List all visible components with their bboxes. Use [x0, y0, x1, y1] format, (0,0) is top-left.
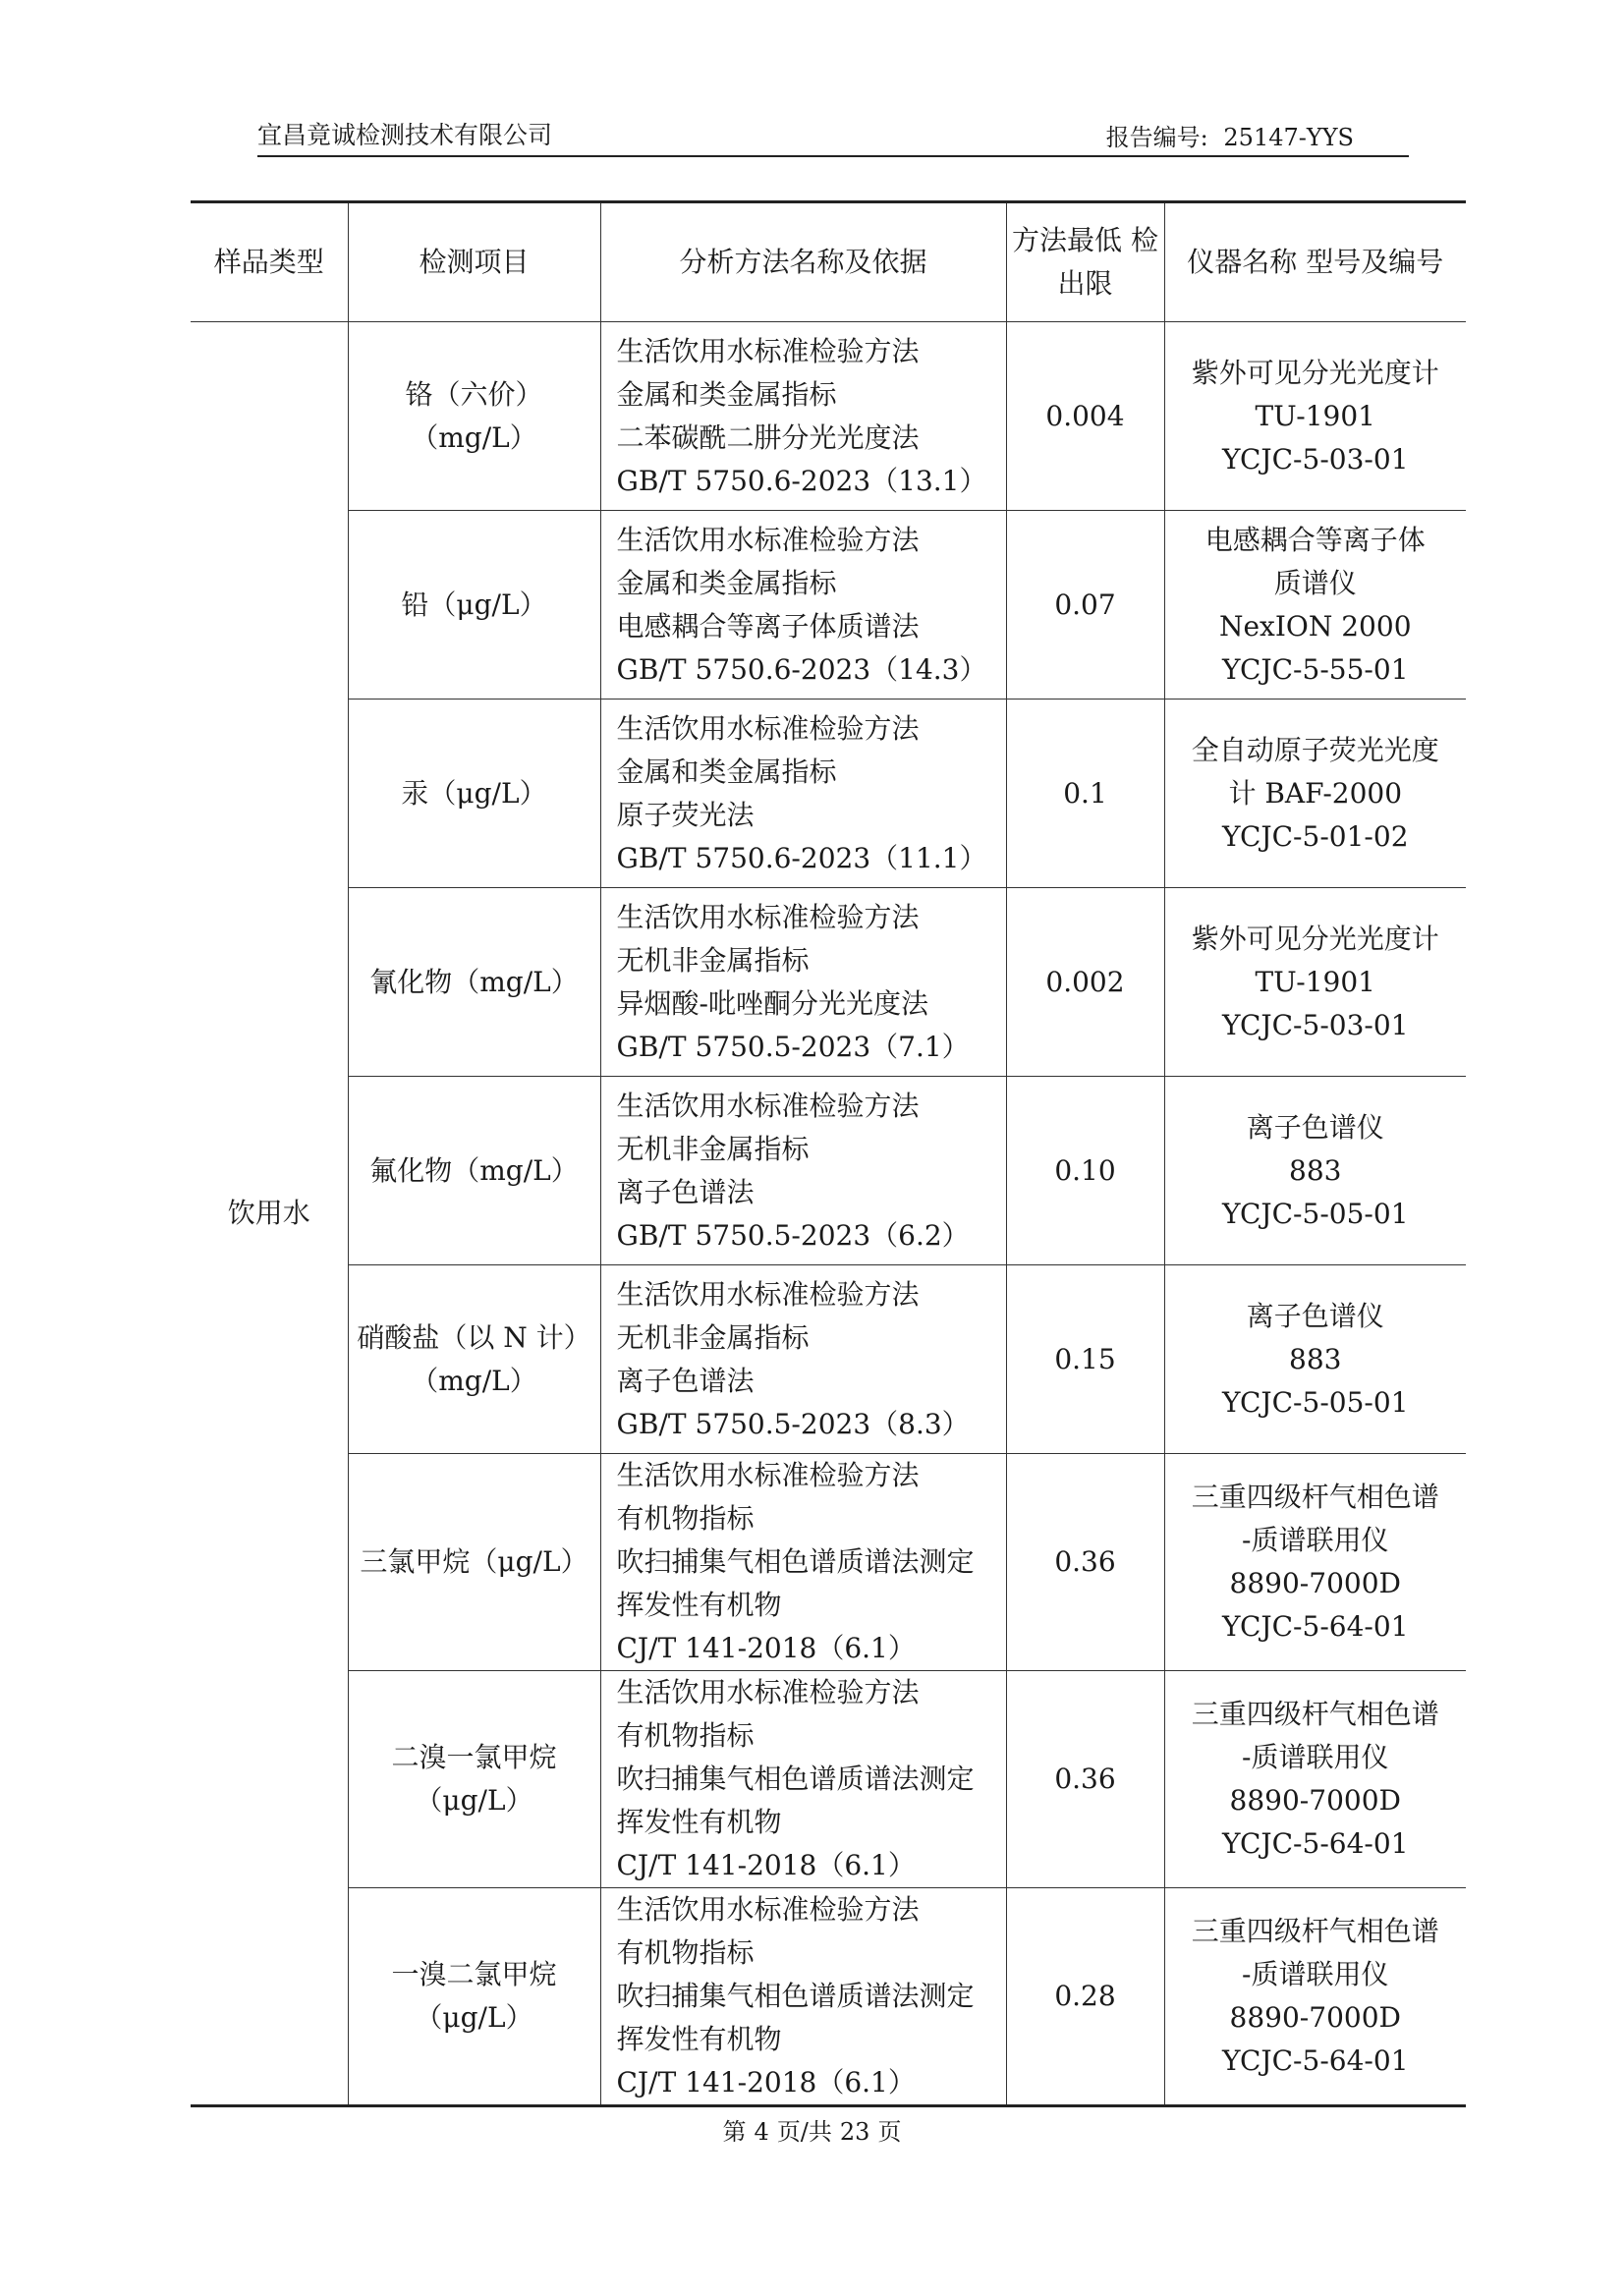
method-cell-line: CJ/T 141-2018（6.1）: [616, 1632, 916, 1664]
method-cell-line: 挥发性有机物: [616, 1589, 782, 1621]
page-middle: 页/共: [776, 2118, 832, 2146]
instrument-cell-line: YCJC-5-03-01: [1221, 442, 1409, 476]
method-cell-line: 生活饮用水标准检验方法: [616, 523, 920, 556]
method-cell-line: 吹扫捕集气相色谱质谱法测定: [616, 1980, 975, 2012]
instrument-cell-line: -质谱联用仪: [1242, 1958, 1389, 1990]
instrument-cell-line: YCJC-5-64-01: [1221, 1610, 1409, 1643]
instrument-cell-line: YCJC-5-05-01: [1221, 1197, 1409, 1230]
test-method-table: [191, 200, 1466, 2107]
test-item-cell-line: 氰化物（mg/L）: [369, 965, 579, 998]
header-test-item: 检测项目: [348, 202, 600, 322]
method-cell-line: 离子色谱法: [616, 1175, 755, 1208]
instrument-cell: [1164, 1077, 1466, 1265]
instrument-cell-line: 883: [1289, 1153, 1342, 1187]
instrument-cell-line: 质谱仪: [1273, 566, 1357, 599]
method-cell-line: 生活饮用水标准检验方法: [616, 1459, 920, 1491]
instrument-cell-line: 电感耦合等离子体: [1204, 523, 1426, 556]
instrument-cell: [1164, 322, 1466, 511]
test-item-cell: [348, 700, 600, 888]
test-item-cell-line: 二溴一氯甲烷: [391, 1741, 557, 1773]
detection-limit-cell: 0.28: [1006, 1888, 1164, 2106]
table-row: [191, 700, 1466, 888]
method-cell-line: 无机非金属指标: [616, 1132, 810, 1165]
method-cell-line: GB/T 5750.6-2023（14.3）: [616, 652, 987, 686]
instrument-cell-line: 883: [1289, 1342, 1342, 1375]
test-item-cell-line: （mg/L）: [411, 1364, 537, 1397]
test-item-cell: [348, 1888, 600, 2106]
page-current: 4: [754, 2118, 769, 2146]
instrument-cell-line: YCJC-5-64-01: [1221, 1827, 1409, 1860]
instrument-cell-line: YCJC-5-03-01: [1221, 1008, 1409, 1041]
method-cell-line: 无机非金属指标: [616, 1320, 810, 1354]
page-header: [257, 116, 1409, 157]
method-cell-line: 生活饮用水标准检验方法: [616, 1893, 920, 1926]
detection-limit-cell: 0.36: [1006, 1454, 1164, 1671]
detection-limit-cell: 0.36: [1006, 1671, 1164, 1888]
test-item-cell-line: 铅（μg/L）: [401, 588, 547, 621]
instrument-cell: [1164, 1671, 1466, 1888]
page-prefix: 第: [722, 2118, 747, 2146]
detection-limit-cell: 0.004: [1006, 322, 1164, 511]
method-cell-line: 生活饮用水标准检验方法: [616, 1676, 920, 1708]
instrument-cell-line: 计 BAF-2000: [1228, 776, 1403, 810]
method-cell-line: 原子荧光法: [616, 798, 755, 831]
method-cell-line: 金属和类金属指标: [616, 566, 837, 599]
page-suffix: 页: [877, 2118, 902, 2146]
method-cell-line: 生活饮用水标准检验方法: [616, 1277, 920, 1311]
method-cell-line: 金属和类金属指标: [616, 377, 837, 411]
page-total: 23: [839, 2118, 870, 2146]
method-cell-line: 吹扫捕集气相色谱质谱法测定: [616, 1763, 975, 1795]
instrument-cell-line: NexION 2000: [1218, 609, 1412, 643]
detection-limit-cell: 0.002: [1006, 888, 1164, 1077]
method-cell-line: 有机物指标: [616, 1936, 755, 1969]
instrument-cell: [1164, 511, 1466, 700]
test-item-cell-line: （μg/L）: [415, 2001, 533, 2034]
test-item-cell: [348, 1265, 600, 1454]
table-row: [191, 888, 1466, 1077]
instrument-cell-line: -质谱联用仪: [1242, 1524, 1389, 1556]
method-cell-line: 金属和类金属指标: [616, 755, 837, 788]
method-cell: [600, 1265, 1006, 1454]
test-item-cell-line: 三氯甲烷（μg/L）: [360, 1545, 588, 1578]
detection-limit-cell: 0.15: [1006, 1265, 1164, 1454]
instrument-cell: [1164, 1265, 1466, 1454]
instrument-cell-line: -质谱联用仪: [1242, 1741, 1389, 1773]
instrument-cell: [1164, 1888, 1466, 2106]
instrument-cell-line: 紫外可见分光光度计: [1191, 922, 1439, 955]
instrument-cell-line: YCJC-5-01-02: [1221, 819, 1409, 853]
method-cell: [600, 511, 1006, 700]
header-instrument: 仪器名称 型号及编号: [1164, 202, 1466, 322]
instrument-cell-line: 离子色谱仪: [1246, 1110, 1384, 1144]
method-cell-line: 异烟酸-吡唑酮分光光度法: [616, 986, 928, 1020]
method-cell-line: 二苯碳酰二肼分光光度法: [616, 420, 920, 454]
test-item-cell: [348, 1671, 600, 1888]
method-cell-line: 生活饮用水标准检验方法: [616, 711, 920, 745]
table-header-row: [191, 202, 1466, 322]
instrument-cell-line: 三重四级杆气相色谱: [1191, 1481, 1439, 1513]
instrument-cell-line: 8890-7000D: [1229, 2001, 1401, 2034]
table-row: [191, 322, 1466, 511]
method-cell-line: 有机物指标: [616, 1719, 755, 1752]
instrument-cell-line: YCJC-5-64-01: [1221, 2044, 1409, 2077]
sample-type-cell: 饮用水: [191, 322, 348, 2106]
test-item-cell-line: 汞（μg/L）: [401, 776, 547, 810]
instrument-cell: [1164, 888, 1466, 1077]
method-cell-line: 生活饮用水标准检验方法: [616, 334, 920, 367]
header-sample-type: 样品类型: [191, 202, 348, 322]
instrument-cell-line: 离子色谱仪: [1246, 1299, 1384, 1332]
test-item-cell-line: 氟化物（mg/L）: [369, 1153, 579, 1187]
method-cell-line: GB/T 5750.5-2023（7.1）: [616, 1030, 970, 1063]
instrument-cell: [1164, 700, 1466, 888]
page-footer: [0, 2112, 1624, 2147]
test-item-cell: [348, 888, 600, 1077]
method-cell-line: 离子色谱法: [616, 1364, 755, 1397]
method-cell-line: 挥发性有机物: [616, 2023, 782, 2055]
test-item-cell-line: 铬（六价）: [405, 377, 543, 411]
method-cell: [600, 700, 1006, 888]
instrument-cell-line: TU-1901: [1255, 399, 1375, 432]
header-method: 分析方法名称及依据: [600, 202, 1006, 322]
test-item-cell: [348, 511, 600, 700]
table-row: [191, 1671, 1466, 1888]
method-cell: [600, 322, 1006, 511]
method-cell-line: CJ/T 141-2018（6.1）: [616, 1849, 916, 1881]
test-item-cell-line: 一溴二氯甲烷: [391, 1958, 557, 1990]
table-row: [191, 1077, 1466, 1265]
instrument-cell-line: 三重四级杆气相色谱: [1191, 1698, 1439, 1730]
test-item-cell-line: 硝酸盐（以 N 计）: [357, 1320, 591, 1354]
method-cell-line: GB/T 5750.6-2023（13.1）: [616, 464, 987, 497]
table-row: [191, 511, 1466, 700]
table-row: [191, 1888, 1466, 2106]
method-cell-line: CJ/T 141-2018（6.1）: [616, 2066, 916, 2099]
detection-limit-cell: 0.07: [1006, 511, 1164, 700]
detection-limit-cell: 0.1: [1006, 700, 1164, 888]
method-cell: [600, 1671, 1006, 1888]
method-cell-line: 挥发性有机物: [616, 1806, 782, 1838]
header-detection-limit: 方法最低 检出限: [1006, 202, 1164, 322]
method-cell-line: 有机物指标: [616, 1502, 755, 1535]
method-cell-line: 电感耦合等离子体质谱法: [616, 609, 920, 643]
method-cell-line: GB/T 5750.5-2023（6.2）: [616, 1218, 970, 1252]
instrument-cell-line: TU-1901: [1255, 965, 1375, 998]
method-cell-line: 生活饮用水标准检验方法: [616, 1089, 920, 1122]
instrument-cell-line: 三重四级杆气相色谱: [1191, 1915, 1439, 1947]
method-cell-line: 生活饮用水标准检验方法: [616, 900, 920, 933]
detection-limit-cell: 0.10: [1006, 1077, 1164, 1265]
instrument-cell: [1164, 1454, 1466, 1671]
method-cell-line: GB/T 5750.6-2023（11.1）: [616, 841, 987, 874]
test-item-cell-line: （μg/L）: [415, 1784, 533, 1817]
instrument-cell-line: 8890-7000D: [1229, 1784, 1401, 1817]
instrument-cell-line: YCJC-5-55-01: [1221, 652, 1409, 686]
table-row: [191, 1454, 1466, 1671]
company-name: 宜昌竟诚检测技术有限公司: [257, 121, 553, 149]
method-cell: [600, 888, 1006, 1077]
method-cell-line: GB/T 5750.5-2023（8.3）: [616, 1407, 970, 1440]
method-cell: [600, 1888, 1006, 2106]
report-number-label: 报告编号:: [1105, 124, 1208, 151]
report-number: [1098, 118, 1354, 152]
instrument-cell-line: YCJC-5-05-01: [1221, 1385, 1409, 1419]
test-item-cell: [348, 1454, 600, 1671]
method-cell-line: 吹扫捕集气相色谱质谱法测定: [616, 1545, 975, 1578]
instrument-cell-line: 紫外可见分光光度计: [1191, 356, 1439, 389]
test-item-cell: [348, 322, 600, 511]
method-cell-line: 无机非金属指标: [616, 943, 810, 977]
method-cell: [600, 1454, 1006, 1671]
table-row: [191, 1265, 1466, 1454]
report-number-value: 25147-YYS: [1223, 124, 1354, 151]
instrument-cell-line: 8890-7000D: [1229, 1567, 1401, 1599]
test-item-cell-line: （mg/L）: [411, 420, 537, 454]
method-cell: [600, 1077, 1006, 1265]
instrument-cell-line: 全自动原子荧光光度: [1191, 733, 1439, 766]
test-item-cell: [348, 1077, 600, 1265]
